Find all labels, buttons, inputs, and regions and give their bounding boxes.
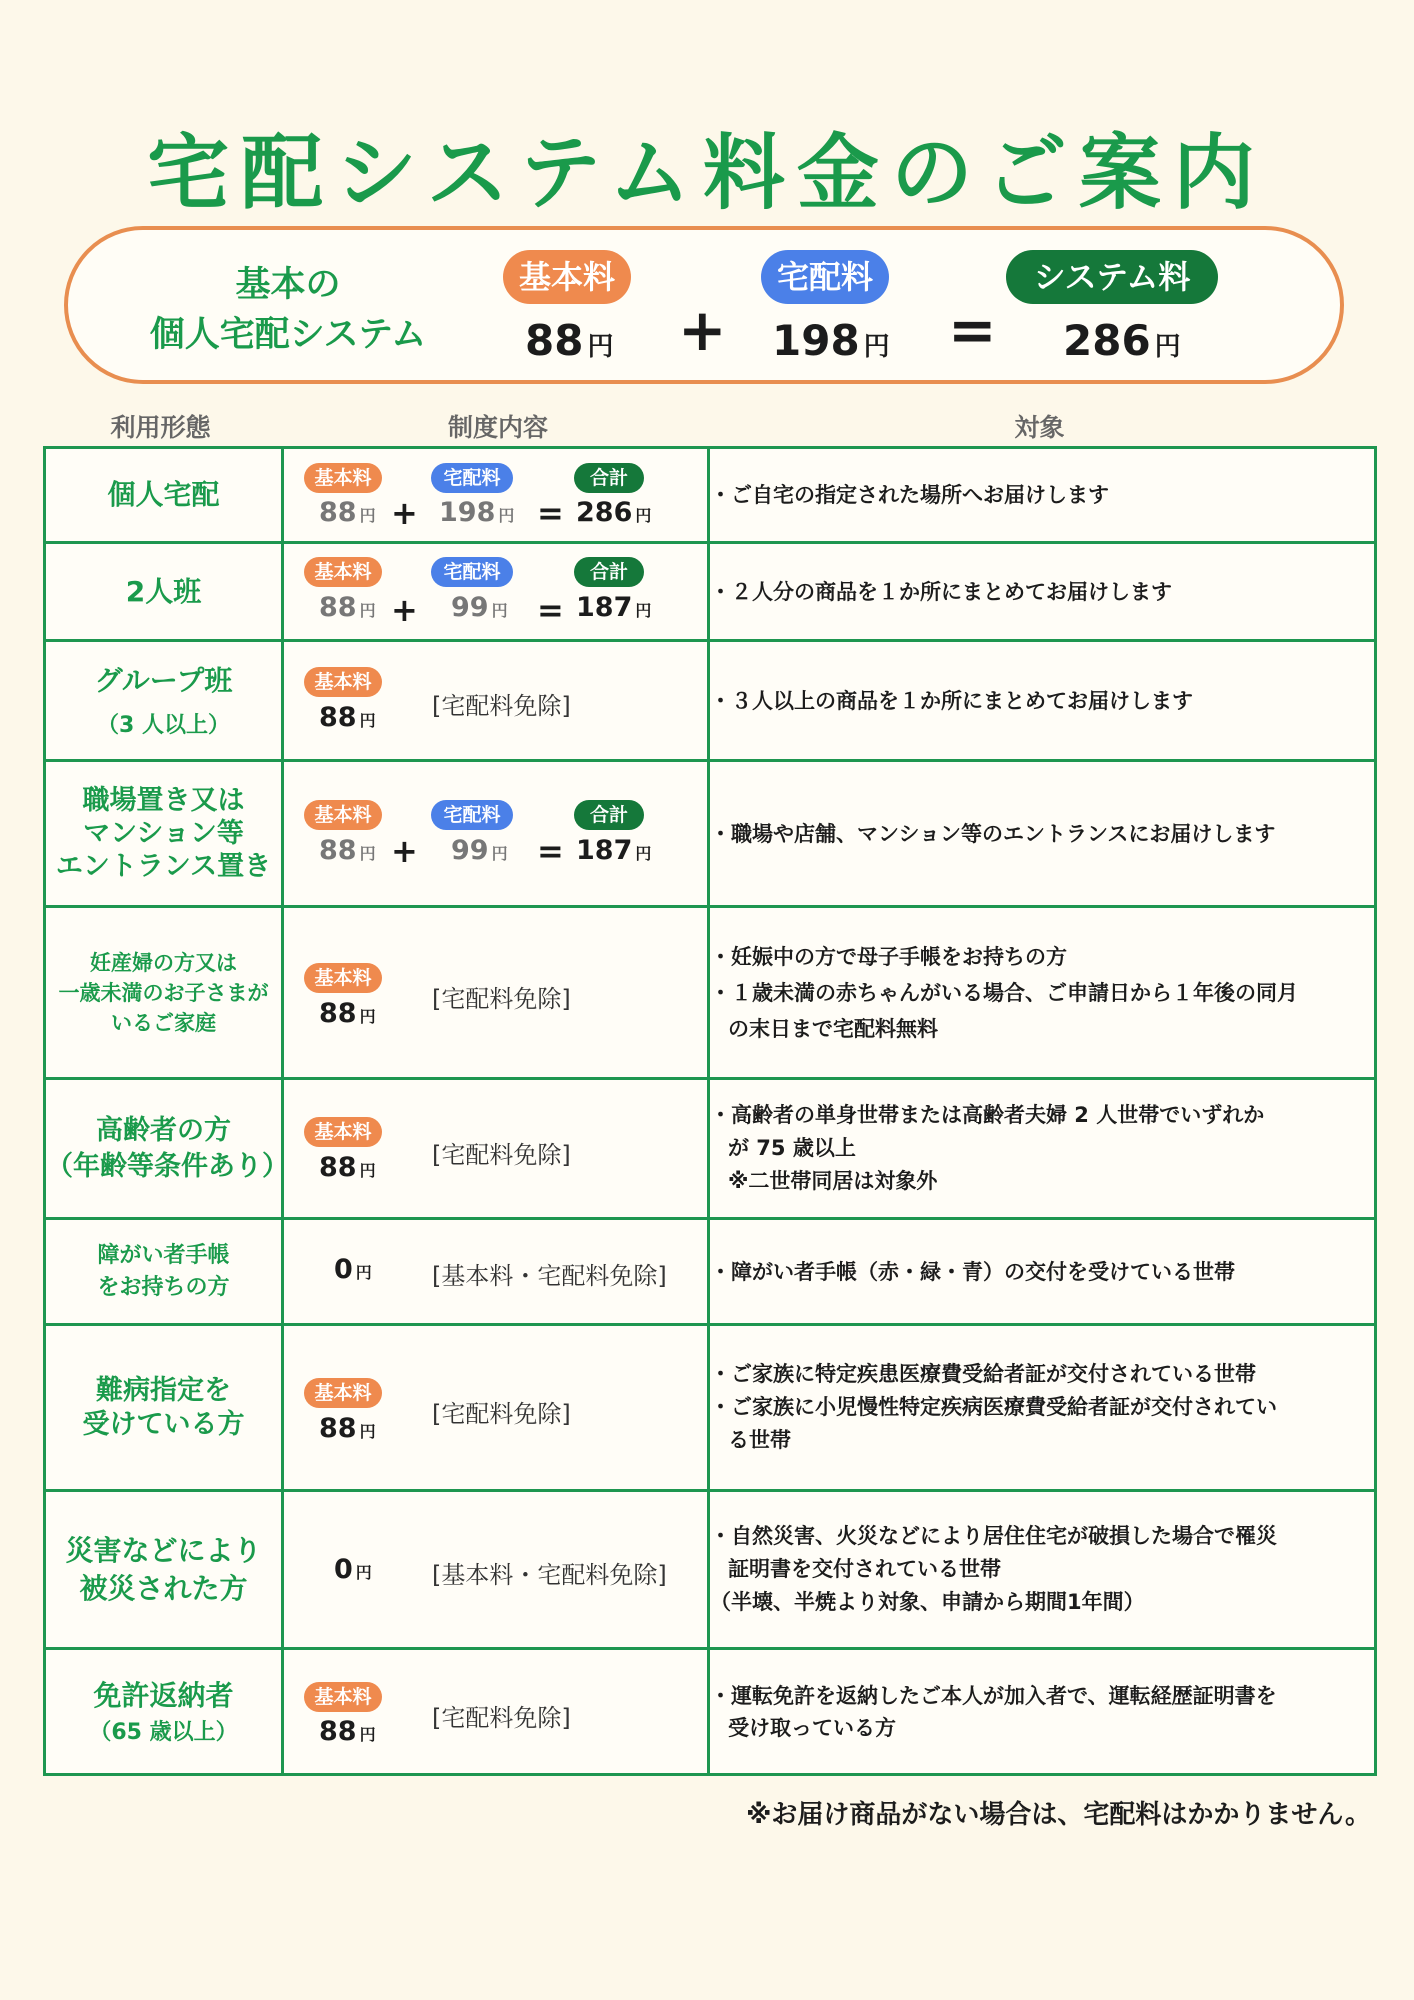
base-value: 88 円 [319,1413,376,1444]
total-value: 187 円 [576,592,652,623]
zero-value: 0 円 [334,1554,372,1585]
total-badge: 合計 [574,800,644,830]
target-cell [709,1491,1376,1649]
category-label: 職場置き又は マンション等 エントランス置き [55,785,272,882]
content-cell [283,1491,709,1649]
content-cell [283,761,709,907]
category-sub-label: （3 人以上） [97,713,230,738]
summary-desc-line1: 基本の [235,265,341,305]
target-cell [709,543,1376,641]
usage-cell [45,448,283,543]
delivery-value: 99 円 [451,835,508,866]
category-label: 高齢者の方 （年齢等条件あり） [46,1114,289,1182]
target-line: ・２人分の商品を１か所にまとめてお届けします [710,579,1172,604]
target-line: ・障がい者手帳（赤・緑・青）の交付を受けている世帯 [710,1259,1235,1284]
usage-cell [45,641,283,761]
exemption-note: [基本料・宅配料免除] [432,1561,667,1589]
total-value: 286 円 [576,497,652,528]
base-badge: 基本料 [304,667,382,697]
usage-cell [45,1649,283,1775]
table-row [45,448,1376,543]
category-sub-label: （65 歳以上） [89,1720,238,1745]
equals-sign: = [537,494,564,532]
base-badge: 基本料 [304,1682,382,1712]
header-target: 対象 [1014,413,1065,442]
summary-system-value: 286 円 [1063,316,1181,365]
base-badge: 基本料 [304,800,382,830]
target-line: ・１歳未満の赤ちゃんがいる場合、ご申請日から１年後の同月 [710,980,1298,1005]
table-row [45,1079,1376,1219]
equals-sign: = [537,591,564,629]
base-value: 88 円 [319,835,376,866]
summary-description [138,260,438,360]
target-line: ・３人以上の商品を１か所にまとめてお届けします [710,688,1193,713]
delivery-value: 99 円 [451,592,508,623]
base-badge: 基本料 [304,1117,382,1147]
target-cell [709,1649,1376,1775]
footnote: ※お届け商品がない場合は、宅配料はかかりません。 [746,1800,1371,1830]
summary-base-badge: 基本料 [503,250,631,304]
base-badge: 基本料 [304,1378,382,1408]
summary-desc-line2: 個人宅配システム [149,315,427,355]
base-badge: 基本料 [304,963,382,993]
category-label: 災害などにより 被災された方 [65,1533,262,1605]
target-cell [709,761,1376,907]
base-badge: 基本料 [304,463,382,493]
exemption-note: [宅配料免除] [432,985,571,1013]
target-line: が 75 歳以上 [728,1136,856,1160]
target-cell [709,1219,1376,1325]
target-line: ・自然災害、火災などにより居住住宅が破損した場合で罹災 [710,1524,1277,1548]
target-line: ※二世帯同居は対象外 [728,1169,938,1193]
table-row [45,761,1376,907]
category-label: グループ班 [94,664,233,697]
summary-delivery-value: 198 円 [772,316,890,365]
base-value: 88 円 [319,998,376,1029]
base-value: 88 円 [319,702,376,733]
table-row [45,1325,1376,1491]
target-line: ・ご家族に小児慢性特定疾病医療費受給者証が交付されてい [710,1395,1277,1419]
summary-base-value: 88 円 [525,316,614,365]
table-row [45,1491,1376,1649]
usage-cell [45,1219,283,1325]
header-usage: 利用形態 [110,413,211,442]
delivery-badge: 宅配料 [431,463,513,493]
target-line: ・妊娠中の方で母子手帳をお持ちの方 [710,944,1067,969]
usage-cell [45,907,283,1079]
base-value: 88 円 [319,1152,376,1183]
exemption-note: [宅配料免除] [432,692,571,720]
content-cell [283,1649,709,1775]
header-content: 制度内容 [447,413,548,442]
category-label: 障がい者手帳 をお持ちの方 [97,1242,230,1300]
summary-system-badge: システム料 [1006,250,1218,304]
target-line: ・ご自宅の指定された場所へお届けします [710,483,1109,507]
table-row [45,1219,1376,1325]
delivery-value: 198 円 [439,497,515,528]
summary-box [64,226,1344,384]
fee-table [43,446,1377,1776]
plus-sign: + [678,296,727,364]
usage-cell [45,761,283,907]
usage-cell [45,1079,289,1219]
target-cell [709,1325,1376,1491]
usage-cell [45,1491,283,1649]
content-cell [283,1079,709,1219]
target-cell [709,1079,1376,1219]
usage-cell [45,543,283,641]
target-cell [709,641,1376,761]
exemption-note: [宅配料免除] [432,1141,571,1169]
usage-cell [45,1325,283,1491]
target-line: の末日まで宅配料無料 [728,1016,938,1041]
target-line: る世帯 [728,1428,791,1452]
zero-value: 0 円 [334,1254,372,1285]
plus-sign: + [391,591,418,629]
total-badge: 合計 [574,463,644,493]
exemption-note: [基本料・宅配料免除] [432,1262,667,1290]
exemption-note: [宅配料免除] [432,1400,571,1428]
target-line: 証明書を交付されている世帯 [728,1557,1001,1581]
content-cell [283,1325,709,1491]
total-value: 187 円 [576,835,652,866]
delivery-badge: 宅配料 [431,557,513,587]
table-row [45,907,1376,1079]
target-cell [709,907,1376,1079]
content-cell [283,543,709,641]
summary-delivery-badge: 宅配料 [761,250,889,304]
table-row [45,543,1376,641]
base-value: 88 円 [319,592,376,623]
exemption-note: [宅配料免除] [432,1704,571,1732]
category-label: 妊産婦の方又は 一歳未満のお子さまが いるご家庭 [58,950,269,1035]
target-line: （半壊、半焼より対象、申請から期間1年間） [710,1590,1145,1614]
equals-sign: = [537,832,564,870]
target-line: 受け取っている方 [728,1715,896,1740]
content-cell [283,448,709,543]
target-line: ・運転免許を返納したご本人が加入者で、運転経歴証明書を [710,1683,1277,1708]
total-badge: 合計 [574,557,644,587]
plus-sign: + [391,494,418,532]
target-cell [709,448,1376,543]
content-cell [283,907,709,1079]
plus-sign: + [391,832,418,870]
category-label: 2人班 [125,574,202,608]
content-cell [283,641,709,761]
base-value: 88 円 [319,1716,376,1747]
category-label: 個人宅配 [107,478,220,511]
base-value: 88 円 [319,497,376,528]
target-line: ・ご家族に特定疾患医療費受給者証が交付されている世帯 [710,1362,1256,1386]
page-title: 宅配システム料金のご案内 [147,126,1267,221]
table-row [45,1649,1376,1775]
equals-sign: = [948,296,997,364]
category-label: 難病指定を 受けている方 [82,1374,245,1440]
target-line: ・職場や店舗、マンション等のエントランスにお届けします [710,821,1276,846]
target-line: ・高齢者の単身世帯または高齢者夫婦 2 人世帯でいずれか [710,1103,1265,1127]
content-cell [283,1219,709,1325]
table-row [45,641,1376,761]
base-badge: 基本料 [304,557,382,587]
delivery-badge: 宅配料 [431,800,513,830]
category-label: 免許返納者 [93,1679,234,1712]
